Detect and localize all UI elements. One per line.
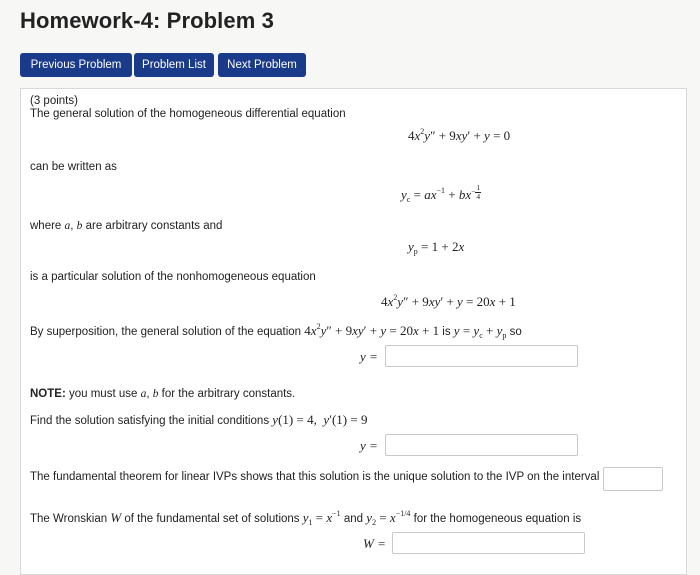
nonhomogeneous-equation: $4x^2y'' + 9xy' + y = 20x + 1$ <box>381 293 516 309</box>
interval-input[interactable] <box>603 467 663 491</box>
can-be-written-text: can be written as <box>30 161 117 173</box>
w-answer-label: W = <box>363 536 386 551</box>
intro-text: The general solution of the homogeneous differential equation <box>30 108 346 120</box>
wronskian-input[interactable] <box>392 532 585 554</box>
y-answer-label: y = <box>360 349 378 364</box>
complementary-solution: $y_c = ax^{-1} + bx-$ $\frac{1}{4}$ <box>401 183 481 205</box>
y-ivp-answer-label: y = <box>360 438 378 453</box>
y-ivp-input[interactable] <box>385 434 578 456</box>
previous-problem-button[interactable]: Previous Problem <box>20 53 132 77</box>
homogeneous-equation: $4x^2y'' + 9xy' + y = 0$ <box>408 127 511 143</box>
initial-conditions-text: Find the solution satisfying the initial conditions y(1) = 4, y′(1) = 9 <box>30 412 368 427</box>
problem-list-button[interactable]: Problem List <box>134 53 214 77</box>
wronskian-text: The Wronskian W of the fundamental set of solutions $y_1 = x^{-1}$ and $y_2 = x^{-1/4}$ for the homogeneous equation is <box>30 509 582 527</box>
where-text: where a, b are arbitrary constants and <box>30 220 223 232</box>
page-title: Homework-4: Problem 3 <box>20 8 274 33</box>
next-problem-button[interactable]: Next Problem <box>218 53 306 77</box>
particular-solution: $y_p = 1 + 2x$ <box>408 239 465 256</box>
y-general-input[interactable] <box>385 345 578 367</box>
note-text: NOTE: you must use a, b for the arbitrary constants. <box>30 388 296 400</box>
superposition-text: By superposition, the general solution of the equation $4x^2y'' + 9xy' + y = 20x + 1$ is $y = y_c + y_p$ so <box>30 322 522 340</box>
theorem-text: The fundamental theorem for linear IVPs shows that this solution is the unique solution to the IVP on the interval <box>30 471 600 483</box>
points-label: (3 points) <box>30 95 78 107</box>
particular-text: is a particular solution of the nonhomogeneous equation <box>30 271 316 283</box>
